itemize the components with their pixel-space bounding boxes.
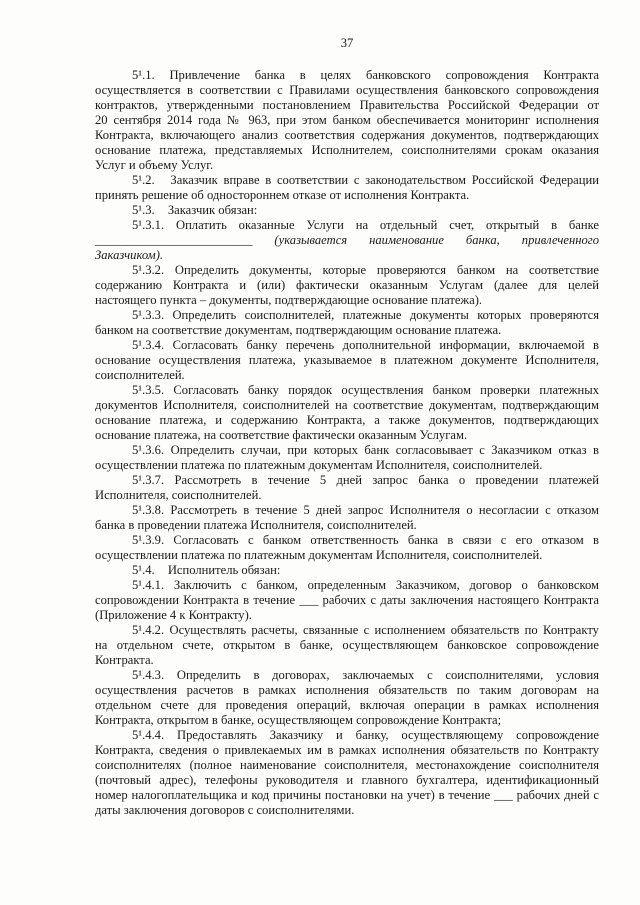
clause-5-1-4 (95, 563, 599, 578)
clause-number: 5¹.3.8. (132, 503, 165, 517)
text-line (95, 563, 599, 578)
text-line: основание платежа, и содержанию Контракта, а также документов, подтверждающих (95, 413, 599, 427)
text-line: контрактов, утвержденными постановлением Правительства Российской Федерации от (95, 98, 599, 112)
clause-5-1-1 (95, 68, 599, 173)
text-line: Контракта, включающего анализ соответствия содержания документов, подтверждающих (95, 128, 599, 142)
clause-number: 5¹.4.3. (132, 668, 165, 682)
clause-number: 5¹.1. (132, 68, 155, 82)
text-line (95, 578, 599, 593)
clause-5-1-4-2 (95, 623, 599, 668)
text-line (95, 728, 599, 743)
text-line: даты заключения договоров с соисполнителями. (95, 803, 355, 817)
text-line: осуществлении платежа по платежным документам Исполнителя, соисполнителей. (95, 548, 543, 562)
clause-number: 5¹.3.2. (132, 263, 165, 277)
line-text: Заключить с банком, определенным Заказчиком, договор о банковском (173, 578, 599, 592)
text-line (95, 473, 599, 488)
clause-5-1-3-5 (95, 383, 599, 443)
text-line: Исполнителя, соисполнителей. (95, 488, 262, 502)
text-line (95, 503, 599, 518)
text-line: номер налогоплательщика и код причины постановки на учет) в течение ___ рабочих дней с (95, 788, 599, 802)
line-text: Определить соисполнителей, платежные документы которых проверяются (172, 308, 599, 322)
text-line: принять решение об одностороннем отказе от исполнения Контракта. (95, 188, 470, 202)
text-line: соисполнителей. (95, 368, 185, 382)
text-line (95, 68, 599, 83)
clause-5-1-3-1 (95, 218, 599, 263)
line-text: Согласовать банку перечень дополнительной информации, включаемой в (172, 338, 599, 352)
line-text: Определить документы, которые проверяются банком на соответствие (174, 263, 599, 277)
clause-5-1-3 (95, 203, 599, 218)
text-line: Услуг и объему Услуг. (95, 158, 214, 172)
text-line: банка в проведении платежа Исполнителя, соисполнителей. (95, 518, 417, 532)
clause-5-1-3-4 (95, 338, 599, 383)
clause-number: 5¹.4. (132, 563, 155, 577)
text-line: Контракта, открытом в банке, осуществляющем сопровождение Контракта; (95, 713, 502, 727)
text-line: отдельном счете для проведения операций, включая операции в рамках исполнения (95, 698, 599, 712)
text-line: настоящего пункта – документы, подтверждающие основание платежа). (95, 293, 483, 307)
clause-5-1-3-9 (95, 533, 599, 563)
clause-number: 5¹.3.1. (132, 218, 165, 232)
text-line: осуществления расчетов в рамках исполнения обязательств по таким договорам на (95, 683, 599, 697)
clause-5-1-3-7 (95, 473, 599, 503)
line-text: Согласовать банку порядок осуществления банком проверки платежных (173, 383, 599, 397)
line-text: Рассмотреть в течение 5 дней запрос Исполнителя о несогласии с отказом (170, 503, 599, 517)
clause-number: 5¹.3.5. (132, 383, 165, 397)
text-line: соисполнителях (полное наименование соисполнителя, местонахождение соисполнителя (95, 758, 599, 772)
text-line: банком на соответствие документам, подтверждающим основание платежа. (95, 323, 502, 337)
clause-5-1-4-1 (95, 578, 599, 623)
page-number: 37 (340, 36, 354, 50)
text-line: на отдельном счете, открытом в банке, осуществляющем банковское сопровождение (95, 638, 599, 652)
document-body (95, 68, 599, 818)
clause-5-1-4-4 (95, 728, 599, 818)
text-line: осуществляется в соответствии с Правилами осуществления банковского сопровождения (95, 83, 599, 97)
text-line (95, 233, 599, 248)
line-text: Согласовать с банком ответственность банка в связи с его отказом в (173, 533, 599, 547)
text-line: (почтовый адрес), телефоны руководителя и главного бухгалтера, идентификационный (95, 773, 599, 787)
bank-name-blank: _________________________ (95, 233, 253, 247)
text-line (95, 248, 599, 263)
clause-5-1-3-3 (95, 308, 599, 338)
clause-number: 5¹.3.6. (132, 443, 165, 457)
text-line: 20 сентября 2014 года № 963, при этом банком обеспечивается мониторинг исполнения (95, 113, 599, 127)
clause-5-1-3-6 (95, 443, 599, 473)
line-text: Заказчик обязан: (167, 203, 258, 217)
clause-number: 5¹.3.9. (132, 533, 165, 547)
clause-5-1-4-3 (95, 668, 599, 728)
clause-number: 5¹.4.4. (132, 728, 165, 742)
italic-note: Заказчиком). (95, 248, 164, 262)
text-line (95, 383, 599, 398)
text-line: основание осуществления платежа, указываемое в платежном документе Исполнителя, (95, 353, 599, 367)
clause-number: 5¹.3.4. (132, 338, 165, 352)
text-line (95, 203, 599, 218)
text-line (95, 218, 599, 233)
clause-5-1-3-2 (95, 263, 599, 308)
text-line (95, 263, 599, 278)
text-line: осуществлении платежа по платежным документам Исполнителя, соисполнителей. (95, 458, 543, 472)
line-text: Определить в договорах, заключаемых с соисполнителями, условия (176, 668, 599, 682)
text-line: (Приложение 4 к Контракту). (95, 608, 252, 622)
text-line: Контракта, сведения о привлекаемых им в рамках исполнения обязательств по Контракту (95, 743, 599, 757)
clause-5-1-3-8 (95, 503, 599, 533)
line-text: Предоставлять Заказчику и банку, осуществляющему сопровождение (177, 728, 599, 742)
text-line: основание платежа, на соответствие фактически оказанным Услугам. (95, 428, 468, 442)
text-line (95, 173, 599, 188)
text-line: сопровождении Контракта в течение ___ рабочих с даты заключения настоящего Контракта (95, 593, 599, 607)
text-line (95, 623, 599, 638)
line-text: Привлечение банка в целях банковского сопровождения Контракта (169, 68, 599, 82)
text-line (95, 308, 599, 323)
clause-number: 5¹.3.7. (132, 473, 165, 487)
text-line: Контракта. (95, 653, 154, 667)
text-line: содержанию Контракта и (или) фактически оказанным Услугам (далее для целей (95, 278, 599, 292)
line-text: Осуществлять расчеты, связанные с исполнением обязательств по Контракту (169, 623, 599, 637)
clause-number: 5¹.3.3. (132, 308, 165, 322)
text-line (95, 443, 599, 458)
text-line (95, 668, 599, 683)
italic-note: (указывается наименование банка, привлеченного (274, 233, 599, 247)
clause-number: 5¹.4.1. (132, 578, 165, 592)
line-text: Рассмотреть в течение 5 дней запрос банка о проведении платежей (174, 473, 599, 487)
text-line: документов Исполнителя, соисполнителей на соответствие документам, подтверждающим (95, 398, 599, 412)
line-text: Исполнитель обязан: (167, 563, 281, 577)
clause-number: 5¹.4.2. (132, 623, 165, 637)
clause-number: 5¹.2. (132, 173, 155, 187)
line-text: Заказчик вправе в соответствии с законодательством Российской Федерации (170, 173, 599, 187)
clause-5-1-2 (95, 173, 599, 203)
line-text: Определить случаи, при которых банк согласовывает с Заказчиком отказ в (170, 443, 600, 457)
text-line: основание платежа, представляемых Исполнителем, соисполнителями срокам оказания (95, 143, 599, 157)
text-line (95, 338, 599, 353)
line-text: Оплатить оказанные Услуги на отдельный счет, открытый в банке (175, 218, 599, 232)
text-line (95, 533, 599, 548)
clause-number: 5¹.3. (132, 203, 155, 217)
